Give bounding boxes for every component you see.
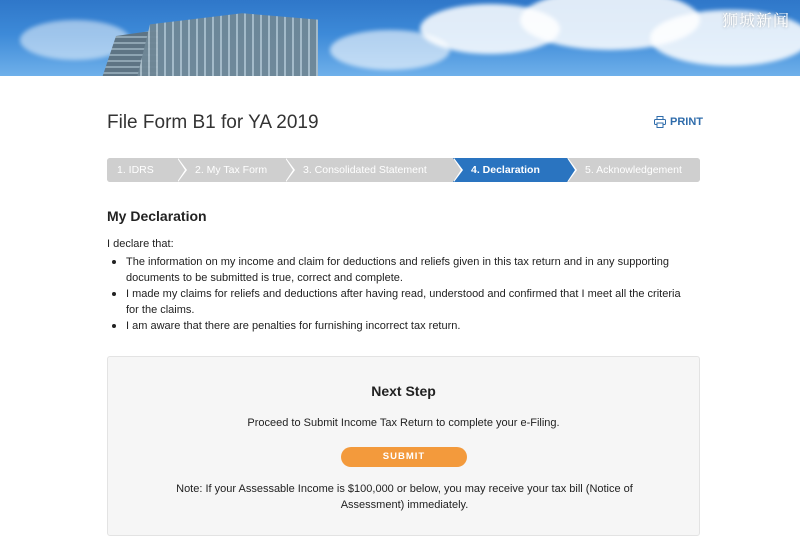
building-image <box>118 10 318 76</box>
print-button[interactable] <box>654 116 703 128</box>
header-banner <box>0 0 800 76</box>
next-step-panel <box>107 356 700 536</box>
step-label: 3. Consolidated Statement <box>303 164 427 176</box>
declaration-item: I made my claims for reliefs and deductions after having read, understood and confirmed that I meet all the criteria for the claims. <box>126 286 696 318</box>
cloud-decoration <box>330 30 450 70</box>
step-my-tax-form[interactable] <box>177 158 285 182</box>
step-progress-bar <box>107 158 700 182</box>
page-title: File Form B1 for YA 2019 <box>107 112 319 133</box>
step-label: 5. Acknowledgement <box>585 164 682 176</box>
submit-button[interactable]: SUBMIT <box>341 447 467 467</box>
step-declaration[interactable] <box>453 158 567 182</box>
step-consolidated-statement[interactable] <box>285 158 453 182</box>
next-step-title: Next Step <box>371 383 436 399</box>
assessment-note: Note: If your Assessable Income is $100,000 or below, you may receive your tax bill (Notice of Assessment) immediately. <box>176 483 633 511</box>
declaration-intro: I declare that: <box>107 238 174 250</box>
declaration-item: I am aware that there are penalties for furnishing incorrect tax return. <box>126 318 696 334</box>
declaration-title: My Declaration <box>107 208 207 224</box>
step-idrs[interactable] <box>107 158 177 182</box>
declaration-item: The information on my income and claim for deductions and reliefs given in this tax return and in any supporting documents to be submitted is true, correct and complete. <box>126 254 696 286</box>
watermark-text: 狮城新闻 <box>721 11 790 30</box>
next-step-text: Proceed to Submit Income Tax Return to complete your e-Filing. <box>247 417 560 429</box>
step-label: 1. IDRS <box>117 164 154 176</box>
print-label: PRINT <box>670 116 703 128</box>
printer-icon <box>654 116 666 128</box>
step-label: 4. Declaration <box>471 164 540 176</box>
step-acknowledgement[interactable] <box>567 158 700 182</box>
step-label: 2. My Tax Form <box>195 164 268 176</box>
declaration-list <box>126 254 696 334</box>
